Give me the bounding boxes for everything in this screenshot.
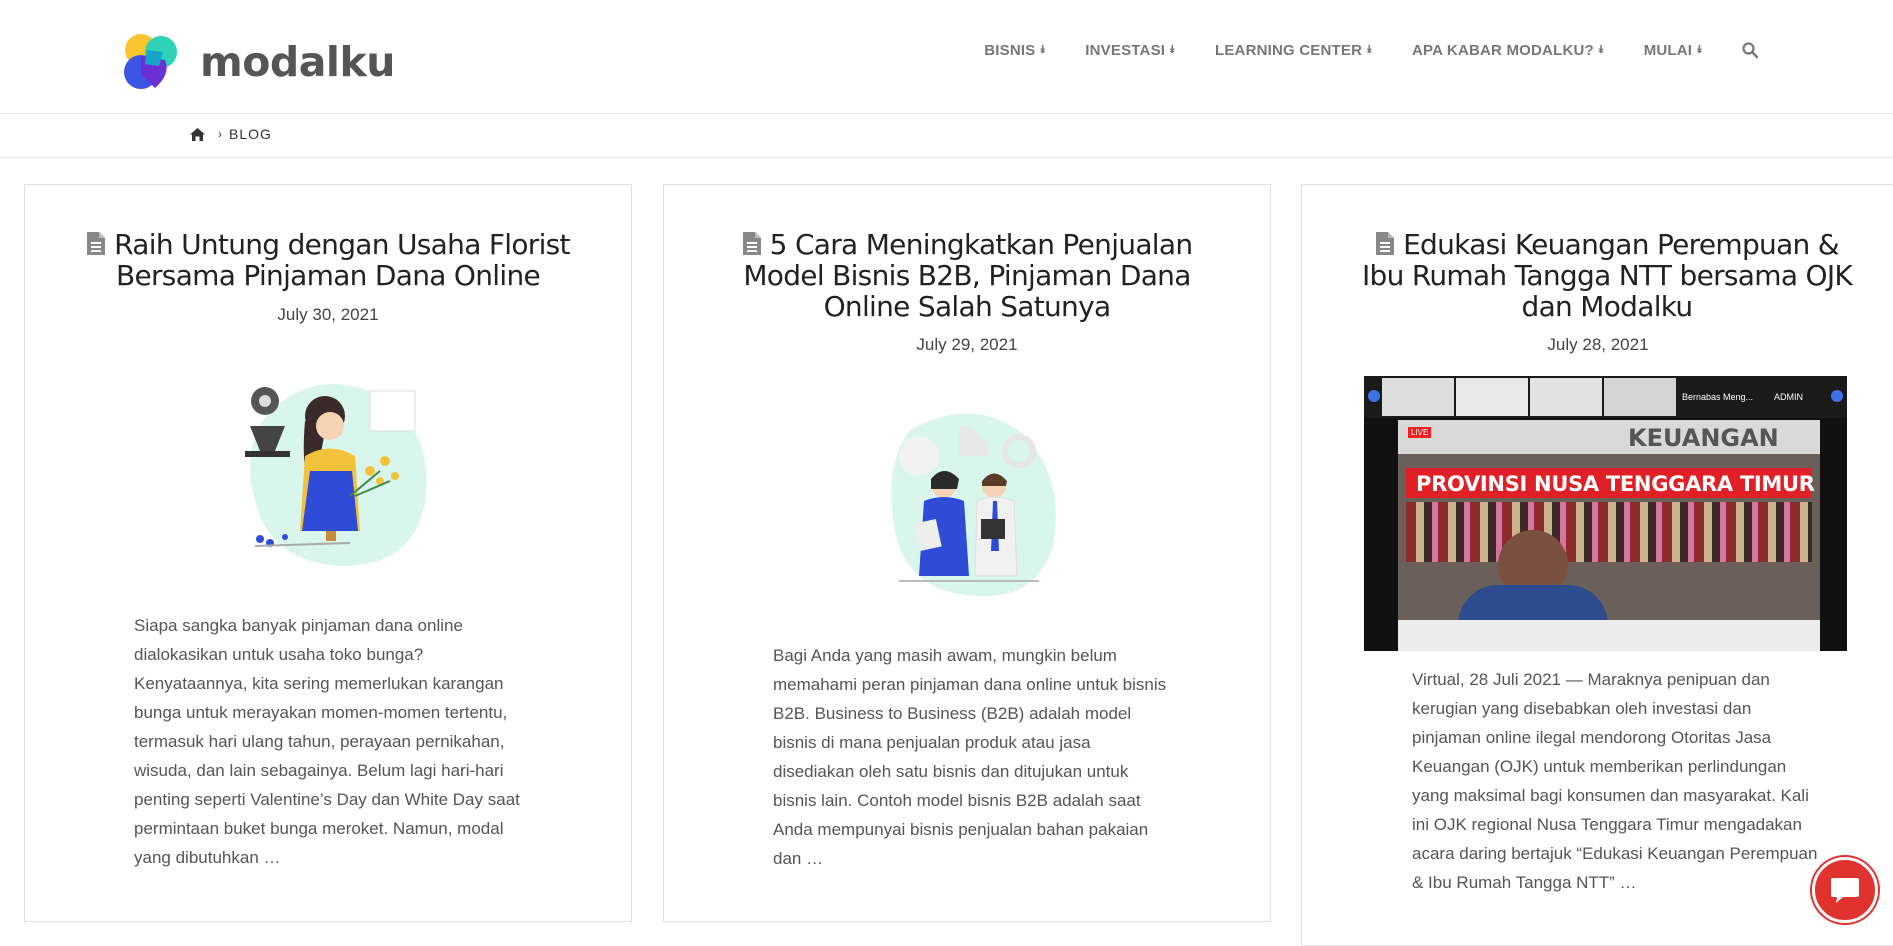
chevron-right-icon[interactable]	[1831, 390, 1843, 402]
double-chevron-down-icon: ⯯	[1169, 43, 1176, 56]
post-title-text: Edukasi Keuangan Perempuan & Ibu Rumah Tangga NTT bersama OJK dan Modalku	[1361, 228, 1853, 323]
florist-illustration[interactable]	[230, 371, 450, 571]
post-excerpt: Virtual, 28 Juli 2021 — Maraknya penipuan dan kerugian yang disebabkan oleh investasi dan pinjaman online ilegal mendorong Otoritas Jasa Keuangan (OJK) untuk memberikan perlindungan yang maksimal bagi konsumen dan masyarakat. Kali ini OJK regional Nusa Tenggara Timur mengadakan acara daring bertajuk “Edukasi Keuangan Perempuan & Ibu Rumah Tangga NTT” …	[1412, 670, 1818, 892]
post-excerpt: Siapa sangka banyak pinjaman dana online dialokasikan untuk usaha toko bunga? Kenyataannya, kita sering memerlukan karangan bunga untuk merayakan momen-momen tertentu, termasuk hari ulang tahun, perayaan pernikahan, wisuda, dan lain sebagainya. Belum lagi hari-hari penting seperti Valentine’s Day dan White Day saat permintaan buket bunga meroket. Namun, modal yang dibutuhkan …	[134, 616, 520, 867]
document-icon	[86, 231, 106, 256]
participant-strip	[1364, 376, 1847, 418]
post-excerpt: Bagi Anda yang masih awam, mungkin belum memahami peran pinjaman dana online untuk bisnis B2B. Business to Business (B2B) adalah model bisnis di mana penjualan produk atau jasa disediakan oleh satu bisnis dan ditujukan untuk bisnis lain. Contoh model bisnis B2B adalah saat Anda mempunyai bisnis penjualan bahan pakaian dan …	[773, 646, 1167, 868]
modalku-logo-icon	[119, 30, 183, 94]
double-chevron-down-icon: ⯯	[1696, 43, 1703, 56]
participant-thumb	[1456, 378, 1528, 416]
post-date: July 30, 2021	[277, 305, 379, 324]
nav-item-learning-center[interactable]	[1215, 42, 1373, 59]
breadcrumb-current: BLOG	[229, 126, 272, 142]
chat-button[interactable]	[1812, 857, 1878, 923]
home-icon[interactable]	[189, 127, 206, 142]
participant-thumb	[1604, 378, 1676, 416]
nav-item-investasi[interactable]	[1085, 42, 1176, 59]
post-card	[1301, 184, 1893, 946]
double-chevron-down-icon: ⯯	[1366, 43, 1373, 56]
video-frame	[1398, 420, 1820, 651]
search-icon[interactable]	[1741, 41, 1759, 59]
nav-item-apa-kabar[interactable]	[1412, 42, 1605, 59]
double-chevron-down-icon: ⯯	[1039, 43, 1047, 56]
breadcrumb	[189, 126, 272, 142]
banner-top-text: KEUANGAN	[1628, 424, 1779, 452]
main-nav	[945, 41, 1759, 59]
nav-item-mulai[interactable]	[1644, 42, 1703, 59]
nav-label: MULAI	[1643, 41, 1693, 59]
brand-logo[interactable]	[119, 30, 395, 94]
nav-label: INVESTASI	[1085, 41, 1166, 59]
live-badge: LIVE	[1408, 427, 1431, 438]
post-date: July 28, 2021	[1547, 335, 1649, 354]
nav-label: APA KABAR MODALKU?	[1411, 41, 1594, 59]
chat-bubble-icon	[1830, 876, 1860, 904]
site-header	[0, 0, 1893, 114]
nav-item-bisnis[interactable]	[984, 42, 1046, 59]
participant-thumb	[1382, 378, 1454, 416]
participant-label: Bernabas Meng...	[1682, 392, 1754, 402]
post-title-text: Raih Untung dengan Usaha Florist Bersama Pinjaman Dana Online	[114, 228, 570, 292]
document-icon	[742, 231, 762, 256]
post-title-text: 5 Cara Meningkatkan Penjualan Model Bisnis B2B, Pinjaman Dana Online Salah Satunya	[743, 228, 1193, 323]
participant-thumb	[1530, 378, 1602, 416]
nav-label: BISNIS	[984, 41, 1036, 59]
brand-name: modalku	[200, 38, 395, 86]
chevron-right-icon: ›	[218, 127, 223, 141]
banner-main-text: PROVINSI NUSA TENGGARA TIMUR	[1416, 472, 1815, 496]
post-card	[24, 184, 632, 922]
breadcrumb-bar	[0, 114, 1893, 158]
post-date: July 29, 2021	[916, 335, 1018, 354]
post-title[interactable]	[664, 229, 1270, 322]
post-card	[663, 184, 1271, 922]
nav-label: LEARNING CENTER	[1214, 41, 1363, 59]
post-title[interactable]	[25, 229, 631, 291]
participant-label: ADMIN	[1774, 392, 1803, 402]
double-chevron-down-icon: ⯯	[1597, 43, 1605, 56]
post-title[interactable]	[1302, 229, 1893, 322]
b2b-illustration[interactable]	[869, 401, 1069, 601]
chevron-left-icon[interactable]	[1368, 390, 1380, 402]
post-featured-image[interactable]	[1364, 376, 1847, 651]
document-icon	[1375, 231, 1395, 256]
